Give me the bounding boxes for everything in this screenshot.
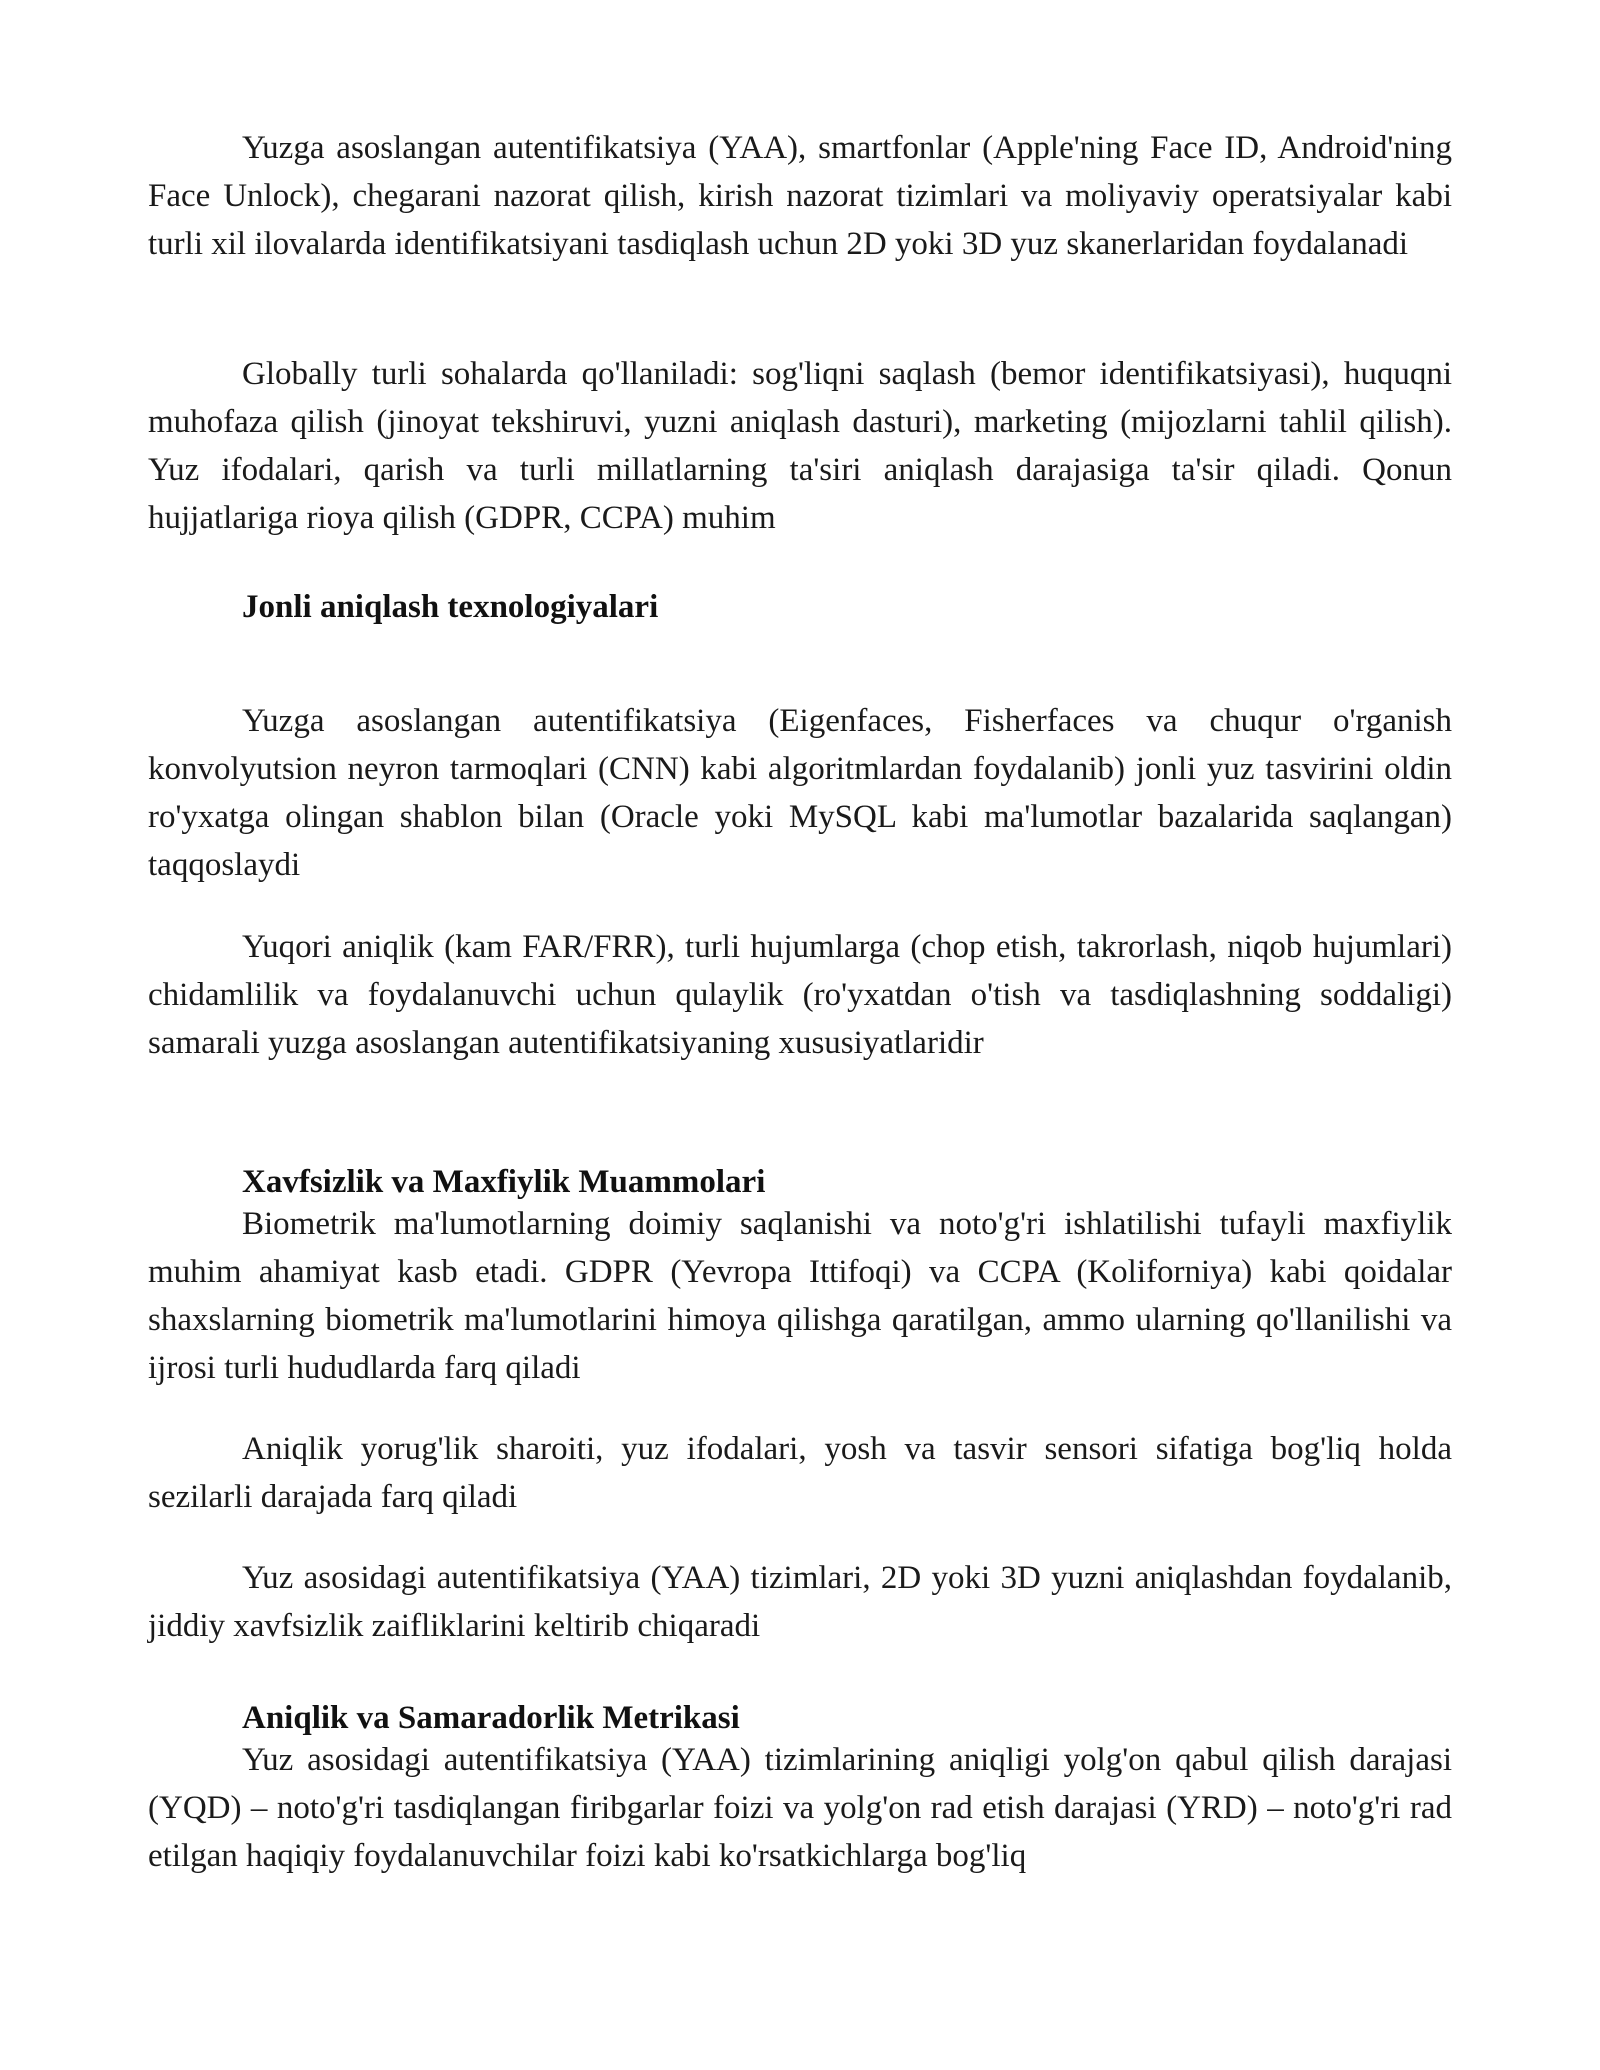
heading-liveness-technologies: Jonli aniqlash texnologiyalari [242, 589, 659, 625]
paragraph-far-frr-metrics: Yuz asosidagi autentifikatsiya (YAA) tizimlarining aniqligi yolg'on qabul qilish darajasi (YQD) – noto'g'ri tasdiqlangan firibgarlar foizi va yolg'on rad etish darajasi (YRD) – noto'g'ri rad etilgan haqiqiy foydalanuvchilar foizi kabi ko'rsatkichlarga bog'liq [148, 1742, 1452, 1874]
paragraph-global-usage: Globally turli sohalarda qo'llaniladi: sog'liqni saqlash (bemor identifikatsiyasi), huquqni muhofaza qilish (jinoyat tekshiruvi, yuzni aniqlash dasturi), marketing (mijozlarni tahlil qilish). Yuz ifodalari, qarish va turli millatlarning ta'siri aniqlash darajasiga ta'sir qiladi. Qonun hujjatlariga rioya qilish (GDPR, CCPA) muhim [148, 356, 1452, 536]
paragraph-effective-features: Yuqori aniqlik (kam FAR/FRR), turli hujumlarga (chop etish, takrorlash, niqob hujumlari) chidamlilik va foydalanuvchi uchun qulaylik (ro'yxatdan o'tish va tasdiqlashning soddaligi) samarali yuzga asoslangan autentifikatsiyaning xususiyatlaridir [148, 929, 1452, 1061]
paragraph-algorithms: Yuzga asoslangan autentifikatsiya (Eigenfaces, Fisherfaces va chuqur o'rganish konvolyutsion neyron tarmoqlari (CNN) kabi algoritmlardan foydalanib) jonli yuz tasvirini oldin ro'yxatga olingan shablon bilan (Oracle yoki MySQL kabi ma'lumotlar bazalarida saqlangan) taqqoslaydi [148, 703, 1452, 883]
paragraph-security-weaknesses: Yuz asosidagi autentifikatsiya (YAA) tizimlari, 2D yoki 3D yuzni aniqlashdan foydalanib, jiddiy xavfsizlik zaifliklarini keltirib chiqaradi [148, 1560, 1452, 1644]
heading-accuracy-metrics: Aniqlik va Samaradorlik Metrikasi [242, 1700, 740, 1736]
paragraph-accuracy-conditions: Aniqlik yorug'lik sharoiti, yuz ifodalari, yosh va tasvir sensori sifatiga bog'liq holda sezilarli darajada farq qiladi [148, 1431, 1452, 1515]
heading-security-privacy: Xavfsizlik va Maxfiylik Muammolari [242, 1164, 766, 1200]
paragraph-yaa-applications: Yuzga asoslangan autentifikatsiya (YAA), smartfonlar (Apple'ning Face ID, Android'ning Face Unlock), chegarani nazorat qilish, kirish nazorat tizimlari va moliyaviy operatsiyalar kabi turli xil ilovalarda identifikatsiyani tasdiqlash uchun 2D yoki 3D yuz skanerlaridan foydalanadi [148, 130, 1452, 262]
paragraph-biometric-privacy: Biometrik ma'lumotlarning doimiy saqlanishi va noto'g'ri ishlatilishi tufayli maxfiylik muhim ahamiyat kasb etadi. GDPR (Yevropa Ittifoqi) va CCPA (Koliforniya) kabi qoidalar shaxslarning biometrik ma'lumotlarini himoya qilishga qaratilgan, ammo ularning qo'llanilishi va ijrosi turli hududlarda farq qiladi [148, 1206, 1452, 1386]
